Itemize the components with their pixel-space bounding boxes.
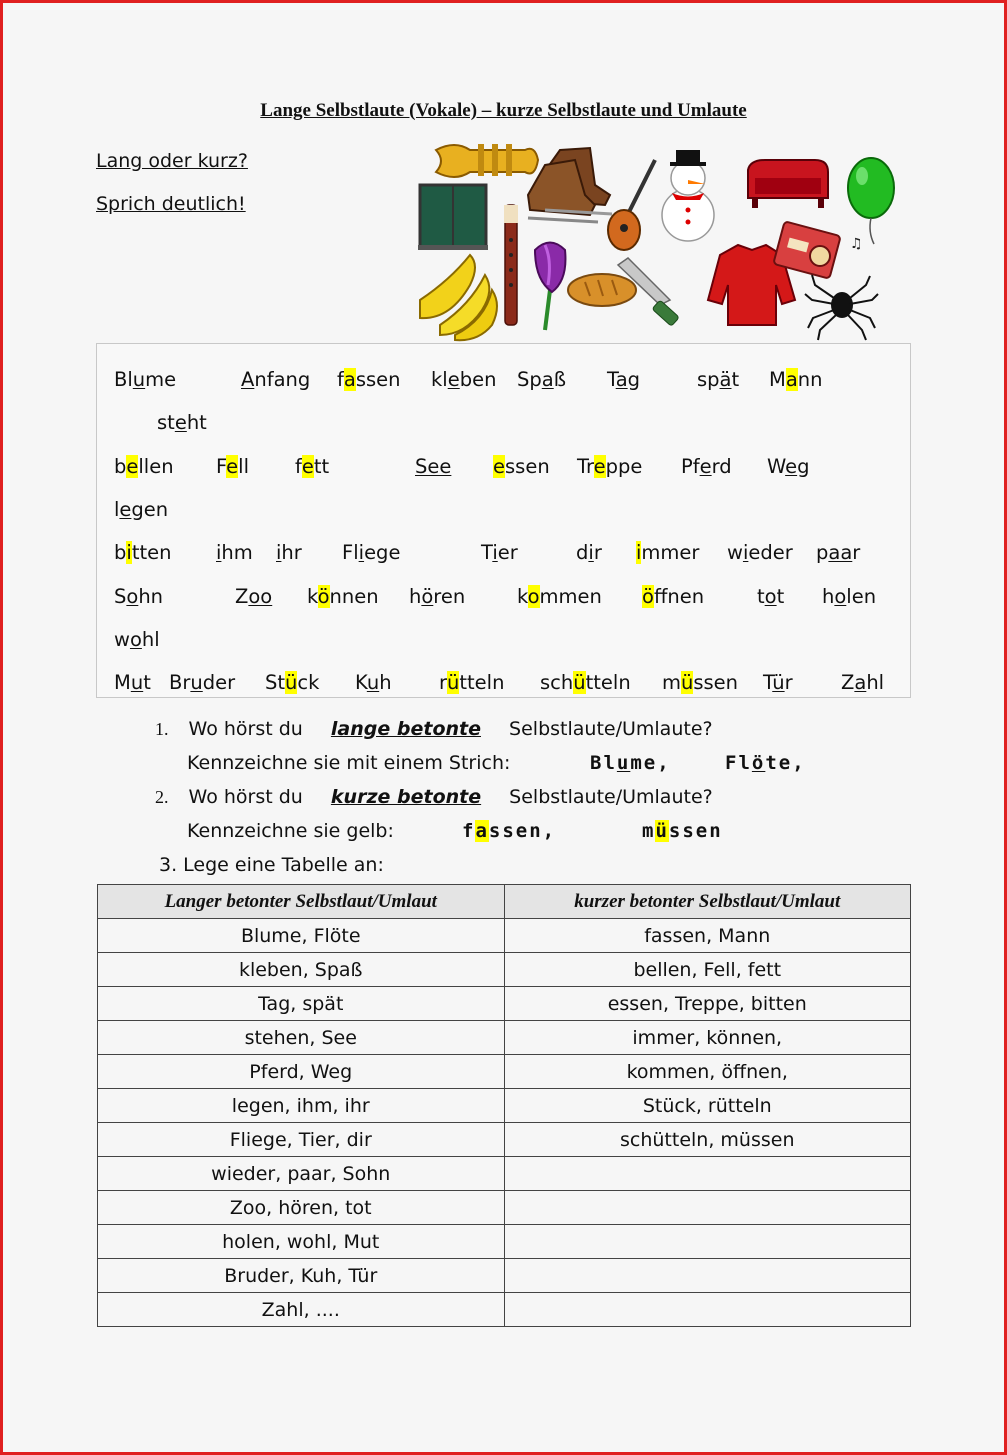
table-row: [98, 1021, 911, 1055]
short-vowel-mark: ö: [642, 585, 654, 608]
task-1-example-2: Flöte,: [725, 752, 806, 774]
short-vowel-mark: ö: [317, 585, 330, 608]
long-vowel-mark: A: [241, 368, 255, 391]
word-item: immer: [636, 541, 700, 564]
vowel-table: [97, 884, 911, 1327]
word-item: kleben: [431, 368, 497, 391]
short-vowel-cell: [504, 1225, 911, 1259]
table-header-short: kurzer betonter Selbstlaut/Umlaut: [504, 885, 911, 919]
table-row: [98, 1157, 911, 1191]
short-vowel-cell: [504, 1157, 911, 1191]
long-vowel-mark: u: [130, 671, 144, 694]
short-vowel-mark: a: [343, 368, 356, 391]
snowman-icon: [662, 150, 714, 241]
word-item: Tür: [763, 671, 793, 694]
word-item: wohl: [114, 628, 160, 651]
long-vowel-mark: a: [541, 368, 554, 391]
long-vowel-mark: u: [132, 368, 146, 391]
short-vowel-mark: o: [527, 585, 540, 608]
long-vowel-mark: aa: [828, 541, 853, 564]
long-vowel-mark: oo: [248, 585, 273, 608]
table-row: [98, 1123, 911, 1157]
table-row: [98, 1055, 911, 1089]
long-vowel-mark: ü: [772, 671, 785, 694]
task-1-emphasis: lange betonte: [330, 718, 481, 740]
word-item: hören: [409, 585, 466, 608]
word-item: tot: [757, 585, 785, 608]
word-item: Mann: [769, 368, 823, 391]
short-vowel-mark: e: [301, 455, 314, 478]
long-vowel-mark: a: [854, 671, 867, 694]
word-item: Weg: [767, 455, 810, 478]
long-vowel-mark: o: [764, 585, 777, 608]
long-vowel-mark: e: [119, 498, 132, 521]
long-vowel-mark: i: [216, 541, 222, 564]
subtitle-sprich-deutlich: Sprich deutlich!: [96, 193, 246, 215]
task-3-question: 3. Lege eine Tabelle an:: [159, 854, 384, 876]
word-list-box: [96, 343, 911, 698]
word-item: legen: [114, 498, 169, 521]
long-vowel-mark: ö: [421, 585, 434, 608]
short-vowel-cell: bellen, Fell, fett: [504, 953, 911, 987]
word-item: Anfang: [241, 368, 311, 391]
word-item: steht: [157, 411, 207, 434]
short-vowel-cell: [504, 1259, 911, 1293]
word-item: Spaß: [517, 368, 567, 391]
chalkboard-icon: [418, 185, 488, 250]
picture-collage: [0, 0, 1007, 345]
short-vowel-mark: e: [126, 455, 139, 478]
long-vowel-mark: See: [415, 455, 452, 478]
recorder-flute-icon: [504, 205, 518, 325]
task-2-example-2: müssen: [642, 820, 723, 842]
short-vowel-mark: a: [785, 368, 798, 391]
word-item: bellen: [114, 455, 174, 478]
table-row: [98, 1089, 911, 1123]
short-vowel-cell: essen, Treppe, bitten: [504, 987, 911, 1021]
word-item: Fliege: [342, 541, 401, 564]
short-vowel-cell: fassen, Mann: [504, 919, 911, 953]
short-vowel-mark: ü: [681, 671, 694, 694]
long-vowel-mark: u: [366, 671, 380, 694]
word-item: Mut: [114, 671, 151, 694]
bananas-icon: [420, 255, 497, 340]
long-vowel-mark: o: [126, 585, 139, 608]
word-item: Tag: [607, 368, 641, 391]
word-item: müssen: [662, 671, 739, 694]
long-vowel-mark: e: [785, 455, 798, 478]
trumpet-icon: [436, 144, 538, 177]
long-vowel-mark: e: [447, 368, 460, 391]
table-row: [98, 987, 911, 1021]
long-vowel-mark: i: [742, 541, 749, 564]
short-vowel-cell: [504, 1191, 911, 1225]
guitar-icon: [608, 160, 655, 250]
long-vowel-cell: holen, wohl, Mut: [98, 1225, 505, 1259]
ice-skates-icon: [528, 148, 612, 222]
table-row: [98, 1293, 911, 1327]
short-vowel-mark: i: [126, 541, 132, 564]
long-vowel-mark: i: [276, 541, 282, 564]
long-vowel-mark: e: [699, 455, 712, 478]
short-vowel-mark: ü: [447, 671, 460, 694]
long-vowel-cell: Pferd, Weg: [98, 1055, 505, 1089]
short-vowel-mark: e: [493, 455, 505, 478]
word-item: spät: [697, 368, 740, 391]
balloon-icon: [848, 158, 894, 244]
task-2-post: Selbstlaute/Umlaute?: [509, 786, 713, 808]
crocus-flower-icon: [535, 243, 565, 331]
short-vowel-cell: kommen, öffnen,: [504, 1055, 911, 1089]
word-item: Pferd: [681, 455, 732, 478]
task-1-pre: Wo hörst du: [188, 718, 303, 740]
table-header-long: Langer betonter Selbstlaut/Umlaut: [98, 885, 505, 919]
short-vowel-mark: ü: [573, 671, 586, 694]
sofa-icon: [748, 160, 828, 208]
bread-icon: [568, 274, 636, 306]
word-item: Stück: [265, 671, 320, 694]
word-item: Zahl: [841, 671, 885, 694]
word-item: kommen: [517, 585, 602, 608]
word-item: paar: [816, 541, 861, 564]
short-vowel-cell: immer, können,: [504, 1021, 911, 1055]
table-row: [98, 1259, 911, 1293]
short-vowel-mark: e: [226, 455, 239, 478]
task-2-pre: Wo hörst du: [188, 786, 303, 808]
word-item: ihm: [216, 541, 253, 564]
short-vowel-cell: [504, 1293, 911, 1327]
word-item: Blume: [114, 368, 177, 391]
long-vowel-cell: kleben, Spaß: [98, 953, 505, 987]
word-item: bitten: [114, 541, 172, 564]
short-vowel-mark: e: [593, 455, 606, 478]
task-2-emphasis: kurze betonte: [330, 786, 482, 808]
svg-text:♫: ♫: [850, 236, 863, 252]
word-item: fett: [295, 455, 330, 478]
word-item: fassen: [337, 368, 401, 391]
task-2-question: [155, 786, 713, 808]
word-item: Tier: [481, 541, 518, 564]
table-row: [98, 1191, 911, 1225]
long-vowel-cell: Zahl, ....: [98, 1293, 505, 1327]
long-vowel-mark: i: [492, 541, 498, 564]
word-item: Zoo: [235, 585, 273, 608]
word-item: holen: [822, 585, 877, 608]
task-2-number: 2.: [155, 787, 169, 807]
long-vowel-cell: stehen, See: [98, 1021, 505, 1055]
long-vowel-mark: u: [190, 671, 203, 694]
long-vowel-cell: Tag, spät: [98, 987, 505, 1021]
short-vowel-mark: i: [636, 541, 642, 564]
table-row: [98, 919, 911, 953]
long-vowel-cell: legen, ihm, ihr: [98, 1089, 505, 1123]
table-row: [98, 953, 911, 987]
word-item: rütteln: [439, 671, 505, 694]
task-1-post: Selbstlaute/Umlaute?: [509, 718, 713, 740]
task-1-question: [155, 718, 713, 740]
word-item: wieder: [727, 541, 793, 564]
worksheet-title: Lange Selbstlaute (Vokale) – kurze Selbstlaute und Umlaute: [260, 100, 747, 121]
long-vowel-mark: i: [588, 541, 594, 564]
word-item: Kuh: [355, 671, 392, 694]
word-item: essen: [493, 455, 550, 478]
word-item: dir: [576, 541, 602, 564]
task-1-instruction: Kennzeichne sie mit einem Strich:: [187, 752, 511, 774]
task-1-number: 1.: [155, 719, 169, 739]
long-vowel-mark: a: [615, 368, 628, 391]
long-vowel-mark: o: [129, 628, 142, 651]
long-vowel-cell: Fliege, Tier, dir: [98, 1123, 505, 1157]
word-item: Treppe: [577, 455, 643, 478]
word-item: [415, 455, 451, 478]
task-2-instruction: Kennzeichne sie gelb:: [187, 820, 394, 842]
word-item: ihr: [276, 541, 302, 564]
long-vowel-mark: o: [834, 585, 847, 608]
word-item: schütteln: [540, 671, 631, 694]
long-vowel-cell: wieder, paar, Sohn: [98, 1157, 505, 1191]
subtitle-lang-oder-kurz: Lang oder kurz?: [96, 150, 248, 172]
word-item: Sohn: [114, 585, 164, 608]
task-2-example-1: fassen,: [462, 820, 557, 842]
table-row: [98, 1225, 911, 1259]
long-vowel-mark: i: [358, 541, 365, 564]
long-vowel-cell: Zoo, hören, tot: [98, 1191, 505, 1225]
table-body: [98, 919, 911, 1327]
word-item: können: [307, 585, 379, 608]
long-vowel-cell: Bruder, Kuh, Tür: [98, 1259, 505, 1293]
spider-icon: [805, 275, 878, 340]
short-vowel-cell: Stück, rütteln: [504, 1089, 911, 1123]
long-vowel-mark: e: [174, 411, 187, 434]
long-vowel-mark: ä: [719, 368, 732, 391]
short-vowel-cell: schütteln, müssen: [504, 1123, 911, 1157]
task-1-example-1: Blume,: [590, 752, 671, 774]
word-item: Fell: [216, 455, 249, 478]
word-item: Bruder: [169, 671, 236, 694]
long-vowel-cell: Blume, Flöte: [98, 919, 505, 953]
short-vowel-mark: ü: [285, 671, 298, 694]
word-item: öffnen: [642, 585, 705, 608]
